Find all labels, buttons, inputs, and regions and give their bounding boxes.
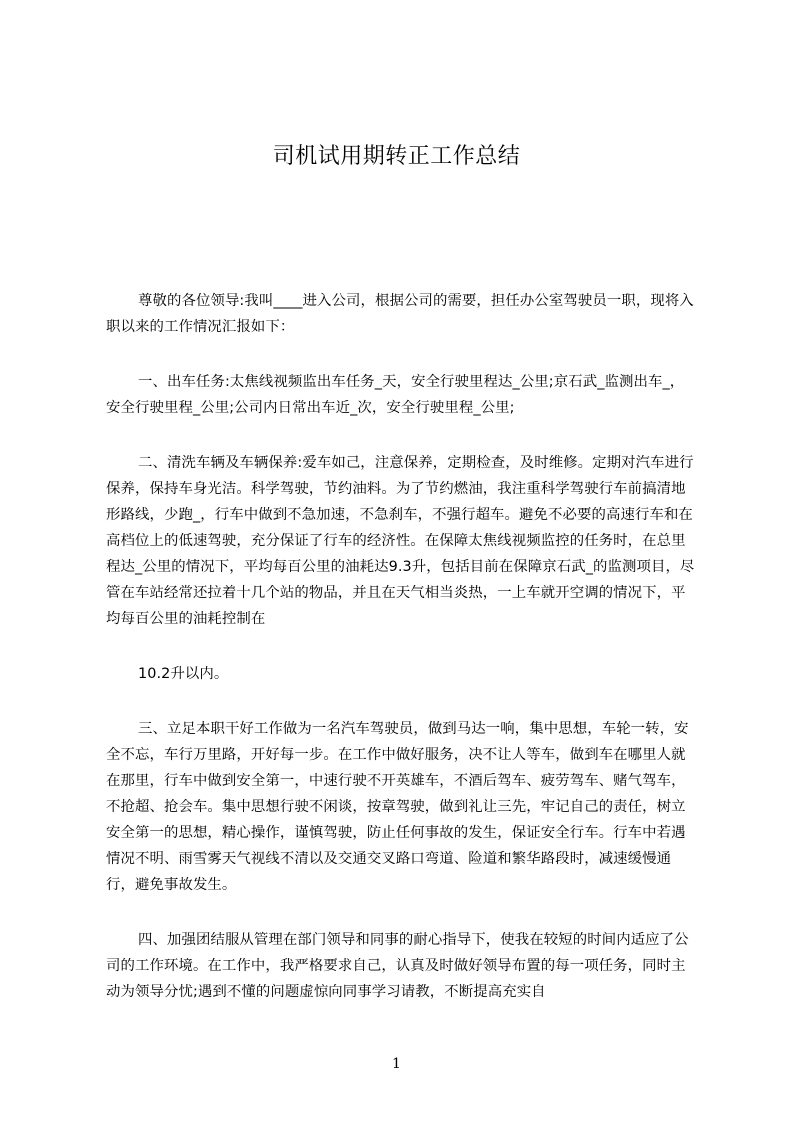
paragraph-salutation: 尊敬的各位领导:我叫____进入公司，根据公司的需要，担任办公室驾驶员一职，现将入职以来的工作情况汇报如下： bbox=[106, 293, 694, 335]
paragraph-vehicle-maintenance: 二、清洗车辆及车辆保养:爱车如己，注意保养，定期检查，及时维修。定期对汽车进行保养，保持车身光洁。科学驾驶，节约油料。为了节约燃油，我注重科学驾驶行车前搞清地形路线，少跑_，行车中做到不急加速，不急刹车，不强行超车。避免不必要的高速行车和在高档位上的低速驾驶，充分保证了行车的经济性。在保障太焦线视频监控的任务时，在总里程达_公里的情况下，平均每百公里的油耗达9.3升，包括目前在保障京石武_的监测项目，尽管在车站经常还拉着十几个站的物品，并且在天气相当炎热，一上车就开空调的情况下，平均每百公里的油耗控制在 bbox=[106, 455, 695, 627]
paragraph-teamwork: 四、加强团结服从管理在部门领导和同事的耐心指导下，使我在较短的时间内适应了公司的工作环境。在工作中，我严格要求自己，认真及时做好领导布置的每一项任务，同时主动为领导分忧;遇到不懂的问题虚惊向同事学习请教，不断提高充实自 bbox=[106, 932, 689, 1000]
document-body bbox=[106, 288, 698, 1034]
document-title: 司机试用期转正工作总结 bbox=[272, 144, 521, 169]
paragraph-safe-driving: 三、立足本职干好工作做为一名汽车驾驶员，做到马达一响，集中思想，车轮一转，安全不忘，车行万里路，开好每一步。在工作中做好服务，决不让人等车，做到车在哪里人就在那里，行车中做到安全第一，中速行驶不开英雄车，不酒后驾车、疲劳驾车、赌气驾车，不抢超、抢会车。集中思想行驶不闲谈，按章驾驶，做到礼让三先，牢记自己的责任，树立安全第一的思想，精心操作，谨慎驾驶，防止任何事故的发生，保证安全行车。行车中若遇情况不明、雨雪雾天气视线不清以及交通交叉路口弯道、险道和繁华路段时，减速缓慢通行，避免事故发生。 bbox=[106, 721, 689, 893]
paragraph-fuel-consumption: 10.2升以内。 bbox=[138, 666, 229, 682]
paragraph-driving-tasks: 一、出车任务:太焦线视频监出车任务_天，安全行驶里程达_公里;京石武_监测出车_，安全行驶里程_公里;公司内日常出车近_次，安全行驶里程_公里; bbox=[106, 374, 685, 416]
page-number: 1 bbox=[392, 1056, 401, 1072]
